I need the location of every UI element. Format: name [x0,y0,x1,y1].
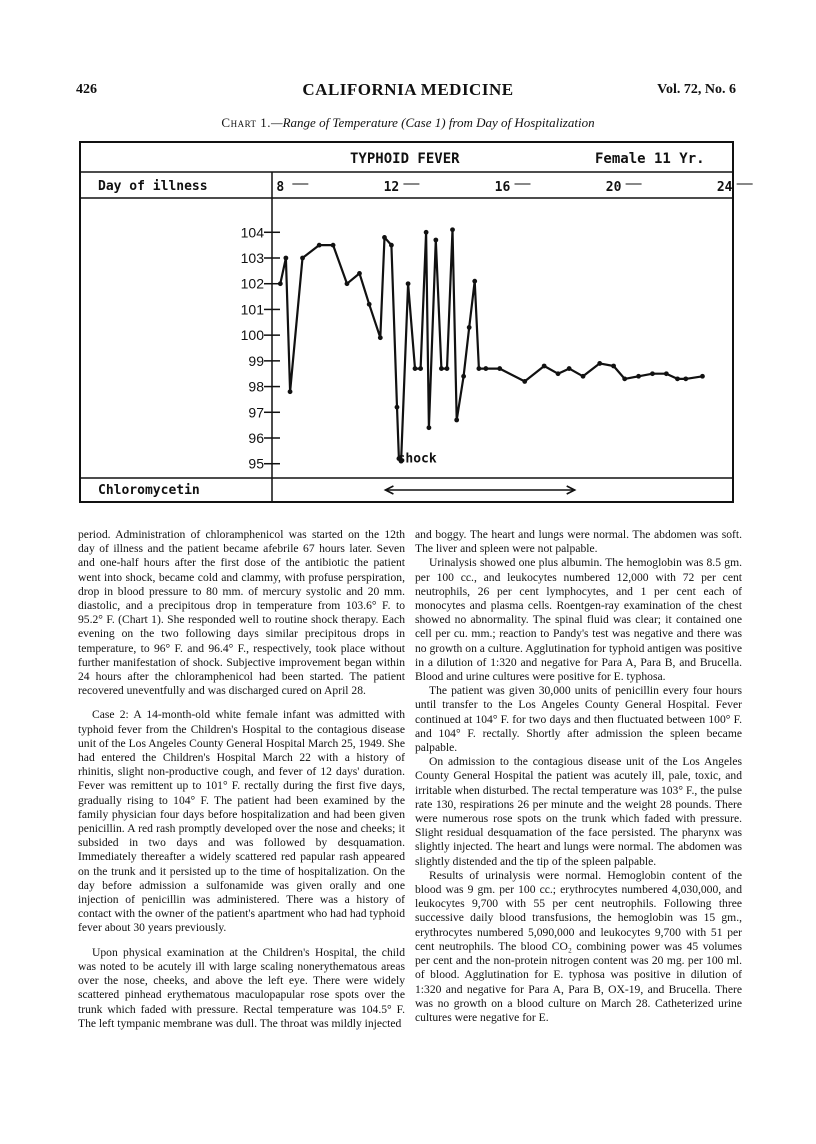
page-number: 426 [76,82,97,97]
y-tick-label: 100 [240,327,264,344]
paragraph: Urinalysis showed one plus albumin. The hemoglobin was 8.5 gm. per 100 cc., and leukocytes numbered 12,000 with 72 per cent neutrophils, 26 per cent lymphocytes, and 1 per cent each of monocytes and plasma cells. Roentgen-ray examination of the chest showed no abnormality. The spinal fluid was clear; it contained one cell per cu. mm.; reaction to Pandy's test was negative and there was no growth on a culture. Agglutination for typhoid antigen was positive in a dilution of 1:320 and negative for Para A, Para B, and Brucella. Blood and urine cultures were positive for E. typhosa. [415,556,742,684]
y-tick-labels [241,224,280,471]
data-point [288,389,293,394]
temperature-series [278,227,705,463]
data-point [556,371,561,376]
data-point [300,256,305,261]
y-tick-label: 101 [240,301,264,318]
chart-title: TYPHOID FEVER [350,151,460,167]
data-point [597,361,602,366]
y-tick-label: 102 [240,275,264,292]
x-tick-label: 24 [716,180,733,195]
data-point [454,418,459,423]
data-point [433,238,438,243]
data-point [700,374,705,379]
data-point [378,335,383,340]
right-column [415,528,742,1025]
treatment-label: Chloromycetin [98,483,200,498]
data-point [542,364,547,369]
treatment-arrow [385,486,574,494]
y-tick-label: 98 [248,378,264,395]
paragraph: The patient was given 30,000 units of penicillin every four hours until transfer to the Los Angeles County General Hospital. Fever continued at 104° F. for two days and then fluctuated between 100° F. and 104° F. rectally. Shortly after admission the spleen became palpable. [415,684,742,755]
paragraph: Case 2: A 14-month-old white female infant was admitted with typhoid fever from the Children's Hospital to the contagious disease unit of the Los Angeles County General Hospital March 25, 1949. She had entered the Children's Hospital March 22 with a history of rhinitis, slight non-productive cough, and fever of 12 days' duration. Fever was remittent up to 101° F. rectally during the first five days, gradually rising to 104° F. The patient had been examined by the family physician four days before hospitalization and had been given penicillin. A red rash promptly developed over the nose and cheeks; it subsided in two days and was followed by desquamation. Immediately thereafter a widely scattered red papular rash appeared on the trunk and it persisted up to the time of hospitalization. On the day before admission a sulfonamide was given orally and one injection of penicillin was administered. There was a history of contact with the owner of the patient's apartment who had had typhoid fever about 30 years previously. [78,708,405,935]
y-tick-label: 97 [248,404,264,421]
shock-annotation: shock [397,451,437,467]
y-tick-label: 103 [240,250,264,266]
x-tick-label: 8 [276,180,285,195]
data-point [611,364,616,369]
chart-subtitle: Female 11 Yr. [595,151,705,167]
chart-caption-title: —Range of Temperature (Case 1) from Day of Hospitalization [271,115,595,130]
x-tick-label: 20 [605,180,622,195]
data-point [406,281,411,286]
data-point [382,235,387,240]
data-point [476,366,481,371]
x-axis-label: Day of illness [98,179,208,194]
data-point [389,243,394,248]
y-tick-label: 104 [240,224,264,241]
data-point [650,371,655,376]
paragraph: On admission to the contagious disease unit of the Los Angeles County General Hospital the patient was acutely ill, pale, toxic, and irritable when disturbed. The rectal temperature was 103° F., the pulse rate 130, respirations 26 per minute and the weight 28 pounds. There were numerous rose spots on the trunk which faded with pressure. Slight residual desquamation of the face persisted. The pharynx was slightly injected. The heart and lungs were normal. The abdomen was slightly distended and the tip of the spleen palpable. [415,755,742,868]
data-point [357,271,362,276]
data-point [567,366,572,371]
data-point [636,374,641,379]
data-point [367,302,372,307]
data-point [683,376,688,381]
data-point [413,366,418,371]
data-point [467,325,472,330]
volume-issue: Vol. 72, No. 6 [657,82,736,97]
data-point [461,374,466,379]
y-tick-label: 99 [248,352,264,369]
data-point [472,279,477,284]
left-column [78,528,405,1031]
data-point [331,243,336,248]
data-point [450,227,455,232]
y-tick-label: 95 [248,455,264,472]
data-point [278,281,283,286]
data-point [418,366,423,371]
data-point [497,366,502,371]
paragraph: period. Administration of chloramphenicol was started on the 12th day of illness and the patient became afebrile 67 hours later. Seven and one-half hours after the first dose of the antibiotic the patient went into shock, became cold and clammy, with profuse perspiration, drop in blood pressure to 80 mm. of mercury systolic and 20 mm. diastolic, and a precipitous drop in temperature from 103.6° F. to 95.2° F. (Chart 1). She responded well to routine shock therapy. Each evening on the two following days similar precipitous drops in temperature, to 96° F. and 96.4° F., respectively, took place without further manifestation of shock. Subjective improvement began within 24 hours after the chloramphenicol had been started. The patient recovered uneventfully and was discharged cured on April 28. [78,528,405,698]
paragraph: Results of urinalysis were normal. Hemoglobin content of the blood was 9 gm. per 100 cc.; erythrocytes numbered 4,030,000, and leukocytes 9,700 with 55 per cent neutrophils. Following three successive daily blood transfusions, the hemoglobin was 15 gm., erythrocytes numbered 5,090,000 and leukocytes 9,700 with 51 per cent neutrophils. The blood CO₂ combining power was 45 volumes per cent and the non-protein nitrogen content was 20 mg. per 100 ml. of blood. Agglutination for E. typhosa was positive in dilution of 1:320 and negative for Para A, Para B, OX-19, and Brucella. There was no growth on a blood culture on March 28. Catheterized urine cultures were negative for E. [415,868,742,1024]
x-tick-labels [276,180,752,195]
paragraph: and boggy. The heart and lungs were normal. The abdomen was soft. The liver and spleen were not palpable. [415,528,742,556]
data-point [675,376,680,381]
data-point [664,371,669,376]
data-point [483,366,488,371]
journal-title: CALIFORNIA MEDICINE [302,80,514,99]
x-tick-label: 12 [383,180,400,195]
data-point [317,243,322,248]
data-point [622,376,627,381]
data-point [581,374,586,379]
data-point [522,379,527,384]
chart-caption-label: Chart 1. [221,115,272,130]
x-tick-label: 16 [494,180,511,195]
data-point [445,366,450,371]
series-line [280,230,702,461]
data-point [345,281,350,286]
data-point [395,405,400,410]
data-point [424,230,429,235]
y-tick-label: 96 [248,430,264,446]
data-point [283,256,288,261]
data-point [439,366,444,371]
data-point [427,425,432,430]
temperature-chart [0,0,816,520]
paragraph: Upon physical examination at the Children's Hospital, the child was noted to be acutely ill with large scaling nonerythematous areas over the nose, cheeks, and above the left eye. There were widely scattered pinhead erythematous maculopapular rose spots over the trunk which faded with pressure. Rectal temperature was 104.5° F. The left tympanic membrane was dull. The throat was mildly injected [78,945,405,1030]
